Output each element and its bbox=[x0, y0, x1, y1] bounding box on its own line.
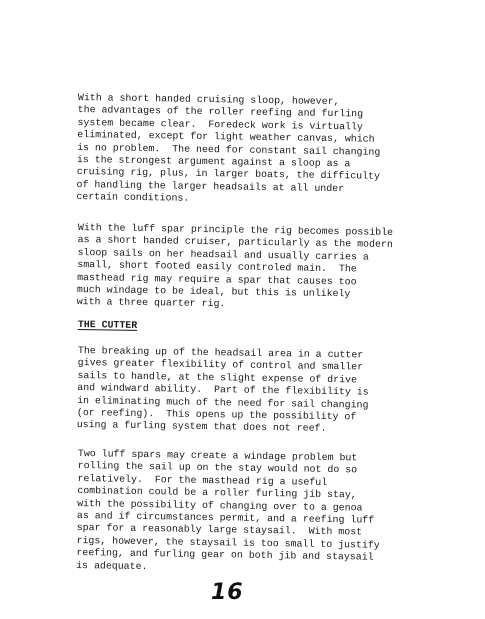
text-line: certain conditions. bbox=[76, 191, 190, 205]
text-line: system became clear. Foredeck work is virtually bbox=[77, 116, 363, 133]
text-line: of handling the larger headsails at all under bbox=[76, 178, 345, 195]
text-line: The breaking up of the headsail area in a cutter bbox=[77, 345, 364, 361]
text-line: sails to handle, at the slight expense of drive bbox=[77, 369, 358, 386]
text-line: sloop sails on her headsail and usually carries a bbox=[77, 246, 369, 263]
text-line: (or reefing). This opens up the possibility of bbox=[76, 407, 357, 423]
text-line: is the strongest argument against a sloop as a bbox=[76, 154, 351, 170]
text-line: much windage to be ideal, but this is unlikely bbox=[76, 284, 351, 300]
text-line: in eliminating much of the need for sail changing bbox=[77, 394, 369, 411]
page-number: 16 bbox=[211, 580, 244, 605]
paragraph-two-luff-spars bbox=[76, 448, 381, 577]
text-line: with the possibility of changing over to a genoa bbox=[77, 497, 363, 514]
text-line: as and if circumstances permit, and a reefing luff bbox=[76, 510, 375, 526]
section-heading: THE CUTTER bbox=[77, 319, 138, 331]
text-line: and windward ability. Part of the flexibility is bbox=[77, 382, 369, 398]
text-line: the advantages of the roller reefing and furling bbox=[77, 104, 364, 120]
text-line: small, short footed easily controled main. The bbox=[77, 259, 357, 275]
text-line: With the luff spar principle the rig becomes possible bbox=[77, 222, 394, 238]
text-line: rolling the sail up on the stay would not do so bbox=[77, 460, 358, 476]
text-line: cruising rig, plus, in larger boats, the difficulty bbox=[76, 166, 381, 183]
text-line: eliminated, except for light weather canvas, which bbox=[77, 129, 375, 145]
paragraph-cutter-headsail bbox=[77, 345, 370, 436]
text-line: gives greater flexibility of control and smaller bbox=[77, 357, 364, 373]
text-line: using a furling system that does not reef. bbox=[76, 419, 327, 435]
paragraph-sloop-advantages bbox=[76, 92, 381, 208]
text-line: is no problem. The need for constant sail changing bbox=[77, 141, 381, 158]
text-line: with a three quarter rig. bbox=[76, 296, 226, 310]
text-line: Two luff spars may create a windage problem but bbox=[77, 448, 358, 464]
text-line: as a short handed cruiser, particularly as the modern bbox=[77, 234, 393, 251]
text-line: relatively. For the masthead rig a useful bbox=[77, 472, 328, 488]
text-line: spar for a reasonably large staysail. With most bbox=[76, 522, 363, 538]
paragraph-luff-spar bbox=[77, 222, 393, 314]
text-line: With a short handed cruising sloop, however, bbox=[77, 92, 340, 108]
text-line: rigs, however, the staysail is too small to justify bbox=[76, 534, 380, 551]
text-line: masthead rig may require a spar that causes too bbox=[77, 271, 357, 288]
text-line: combination could be a roller furling jib stay, bbox=[77, 485, 357, 501]
text-line: is adequate. bbox=[76, 559, 148, 572]
text-line: reefing, and furling gear on both jib and staysail bbox=[76, 547, 374, 563]
